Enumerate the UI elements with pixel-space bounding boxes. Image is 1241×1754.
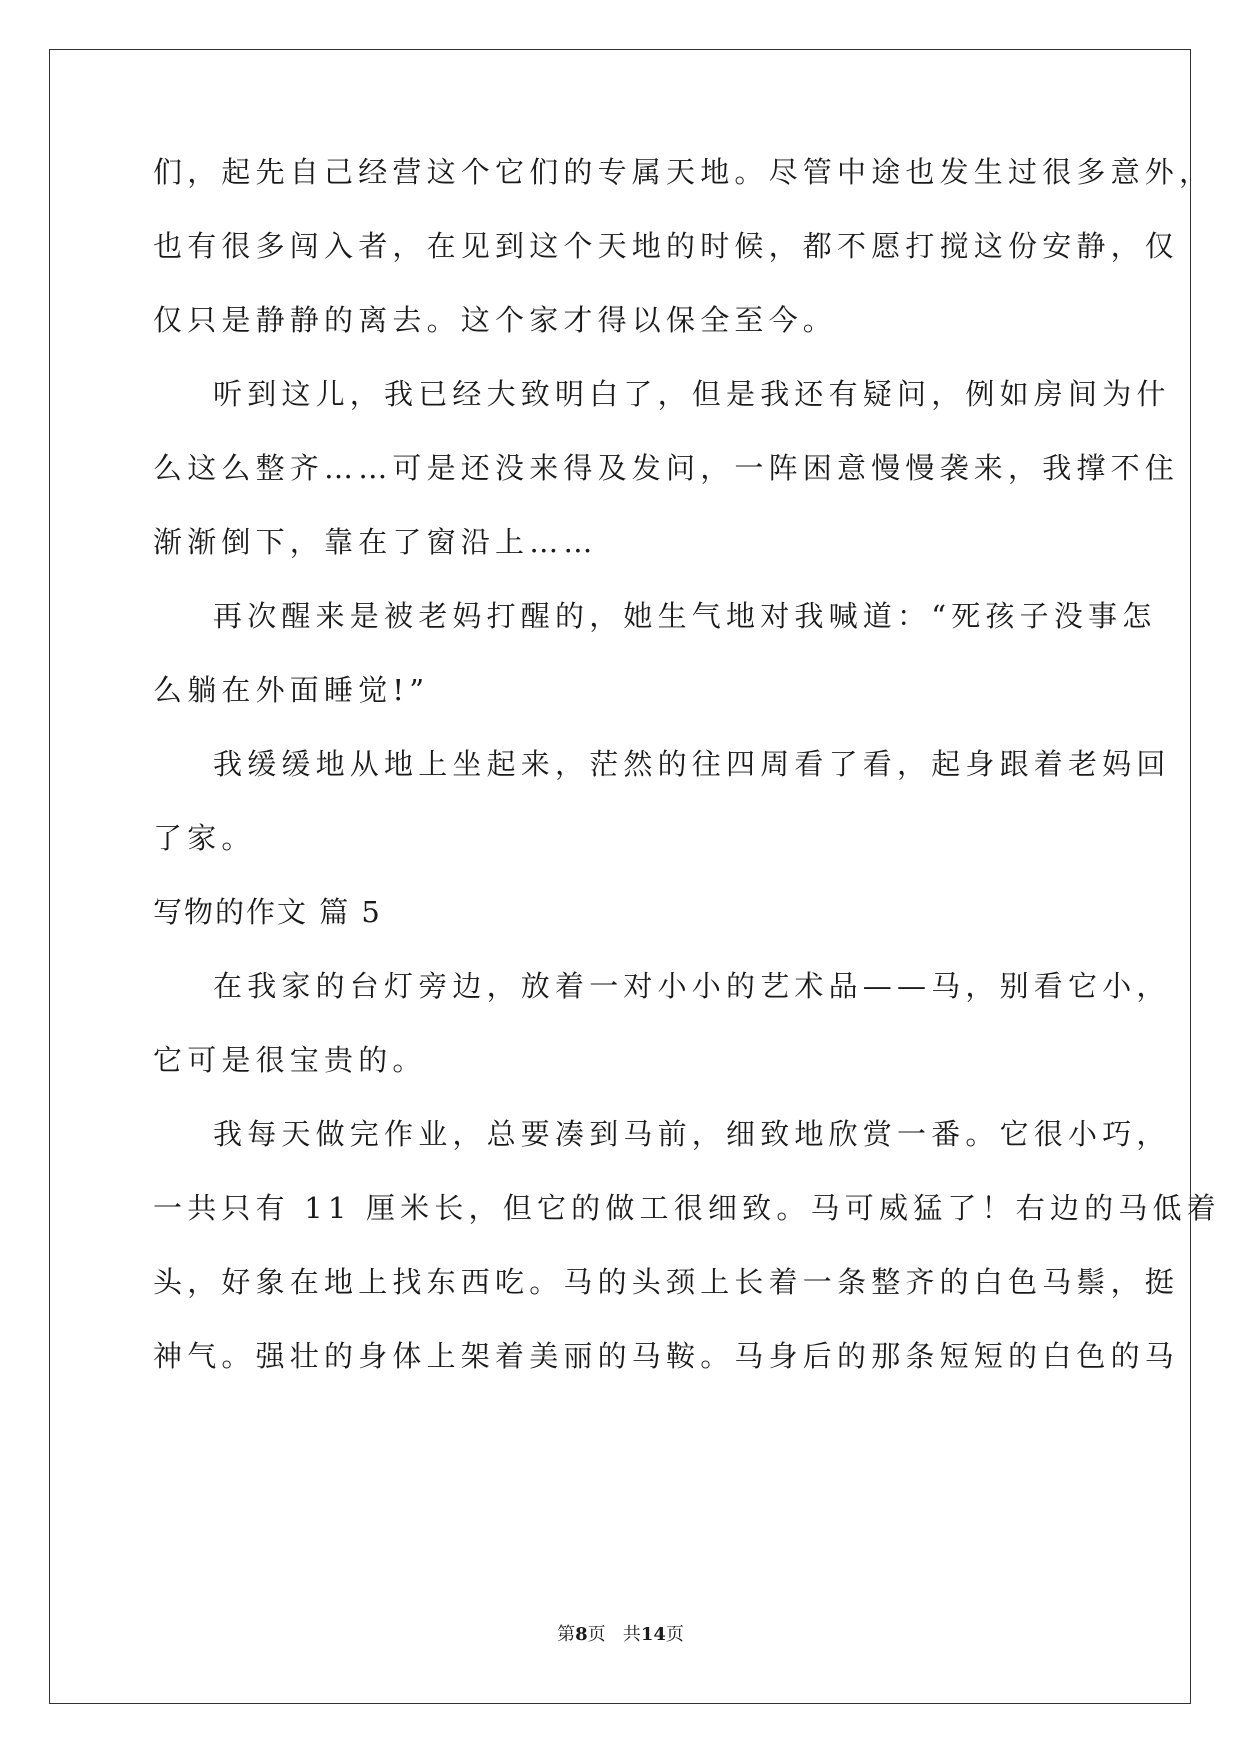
text-line-7: 再次醒来是被老妈打醒的，她生气地对我喊道：“死孩子没事怎 xyxy=(213,599,1157,633)
text-line-10: 了家。 xyxy=(153,821,256,855)
text-line-1: 们，起先自己经营这个它们的专属天地。尽管中途也发生过很多意外， xyxy=(153,155,1214,189)
text-line-8: 么躺在外面睡觉!” xyxy=(153,673,430,707)
text-line-2: 也有很多闯入者，在见到这个天地的时候，都不愿打搅这份安静，仅 xyxy=(153,229,1180,263)
footer-total-pages: 14 xyxy=(640,1624,666,1645)
text-line-4: 听到这儿，我已经大致明白了，但是我还有疑问，例如房间为什 xyxy=(213,377,1171,411)
text-line-15: 一共只有 11 厘米长，但它的做工很细致。马可威猛了！右边的马低着 xyxy=(153,1191,1221,1225)
page-footer xyxy=(0,1623,1241,1647)
footer-total-suffix: 页 xyxy=(665,1624,684,1645)
footer-page-suffix: 页 xyxy=(587,1624,606,1645)
page-border xyxy=(49,49,1191,1704)
text-line-16: 头，好象在地上找东西吃。马的头颈上长着一条整齐的白色马鬃，挺 xyxy=(153,1265,1180,1299)
text-line-14: 我每天做完作业，总要凑到马前，细致地欣赏一番。它很小巧， xyxy=(213,1117,1171,1151)
text-line-17: 神气。强壮的身体上架着美丽的马鞍。马身后的那条短短的白色的马 xyxy=(153,1339,1180,1373)
text-line-5: 么这么整齐……可是还没来得及发问，一阵困意慢慢袭来，我撑不住 xyxy=(153,451,1180,485)
text-line-12: 在我家的台灯旁边，放着一对小小的艺术品——马，别看它小， xyxy=(213,969,1171,1003)
footer-total-prefix: 共 xyxy=(622,1624,641,1645)
footer-page-prefix: 第 xyxy=(557,1624,576,1645)
text-line-6: 渐渐倒下，靠在了窗沿上…… xyxy=(153,525,598,559)
footer-page-number: 8 xyxy=(575,1624,588,1645)
section-heading: 写物的作文 篇 5 xyxy=(153,895,382,929)
text-line-9: 我缓缓地从地上坐起来，茫然的往四周看了看，起身跟着老妈回 xyxy=(213,747,1171,781)
text-line-3: 仅只是静静的离去。这个家才得以保全至今。 xyxy=(153,303,838,337)
text-line-13: 它可是很宝贵的。 xyxy=(153,1043,427,1077)
